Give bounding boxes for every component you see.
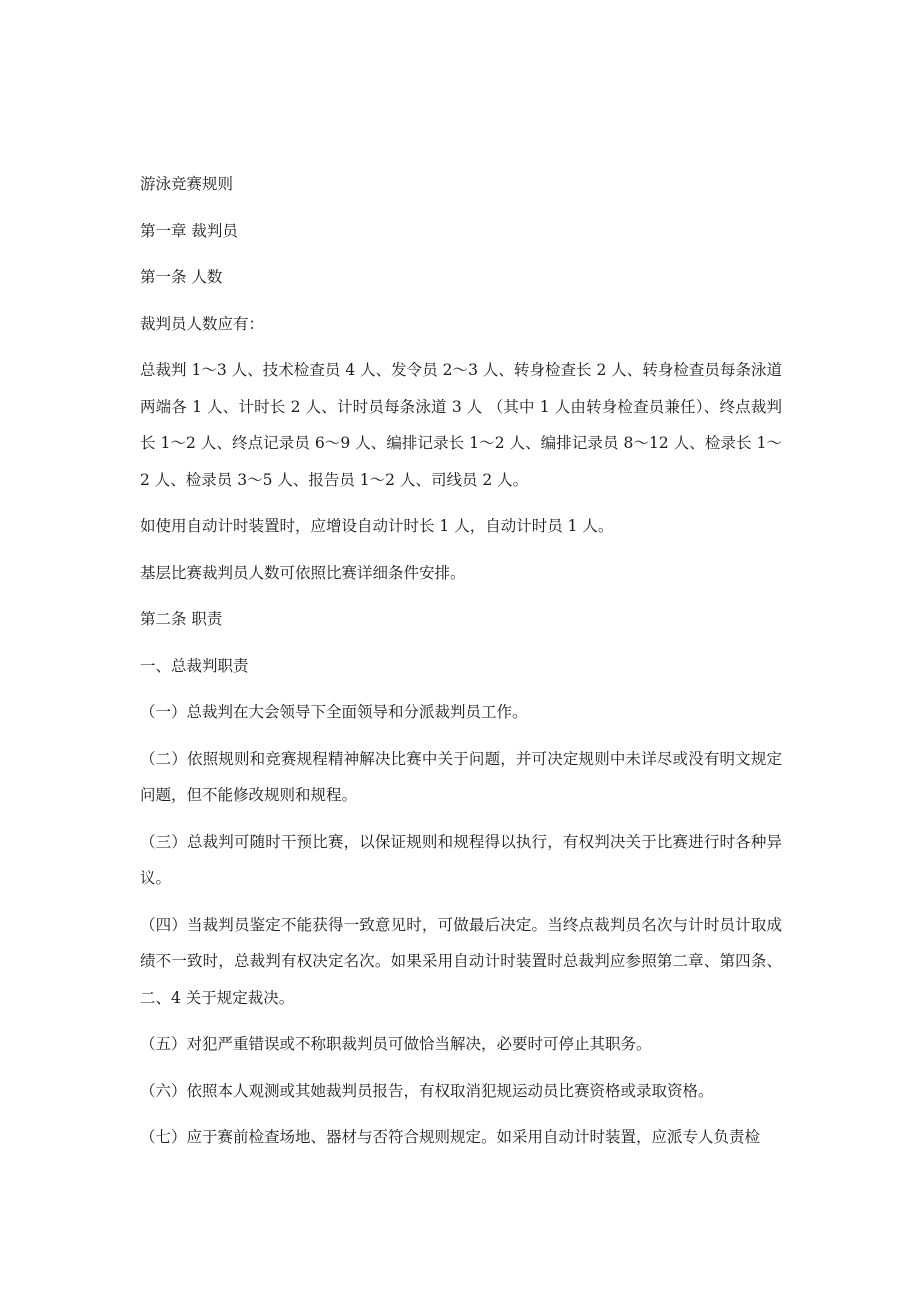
duty-item-1: （一）总裁判在大会领导下全面领导和分派裁判员工作。 (140, 703, 528, 721)
referee-count-list: 总裁判 1～3 人、技术检查员 4 人、发令员 2～3 人、转身检查长 2 人、转身检查员每条泳道两端各 1 人、计时长 2 人、计时员每条泳道 3 人 （其中 1 人由转身检查员兼任）、终点裁判长 1～2 人、终点记录员 6～9 人、编排记录长 1～2 人、编排记录员 8～12 人、检录长 1～2 人、检录员 3～5 人、报告员 1～2 人、司线员 2 人。 (140, 361, 782, 489)
chapter-heading: 第一章 裁判员 (140, 221, 238, 240)
grassroots-note: 基层比赛裁判员人数可依照比赛详细条件安排。 (140, 563, 466, 582)
document-body (140, 166, 782, 1166)
auto-timing-note: 如使用自动计时装置时，应增设自动计时长 1 人，自动计时员 1 人。 (140, 517, 614, 535)
article-1-heading: 第一条 人数 (140, 268, 223, 286)
duty-item-3: （三）总裁判可随时干预比赛，以保证规则和规程得以执行，有权判决关于比赛进行时各种异议。 (140, 832, 782, 887)
duty-item-7: （七）应于赛前检查场地、器材与否符合规则规定。如采用自动计时装置，应派专人负责检 (140, 1128, 761, 1146)
article-1-intro: 裁判员人数应有： (140, 314, 265, 333)
duty-item-5: （五）对犯严重错误或不称职裁判员可做恰当解决，必要时可停止其职务。 (140, 1035, 652, 1053)
duty-item-2: （二）依照规则和竞赛规程精神解决比赛中关于问题，并可决定规则中未详尽或没有明文规定问题，但不能修改规则和规程。 (140, 749, 782, 804)
duty-item-6: （六）依照本人观测或其她裁判员报告，有权取消犯规运动员比赛资格或录取资格。 (140, 1081, 714, 1100)
article-2-heading: 第二条 职责 (140, 610, 223, 628)
document-title: 游泳竞赛规则 (140, 175, 234, 193)
section-1-heading: 一、总裁判职责 (140, 656, 249, 675)
duty-item-4: （四）当裁判员鉴定不能获得一致意见时，可做最后决定。当终点裁判员名次与计时员计取成绩不一致时，总裁判有权决定名次。如果采用自动计时装置时总裁判应参照第二章、第四条、二、4 关于规定裁决。 (140, 915, 782, 1007)
